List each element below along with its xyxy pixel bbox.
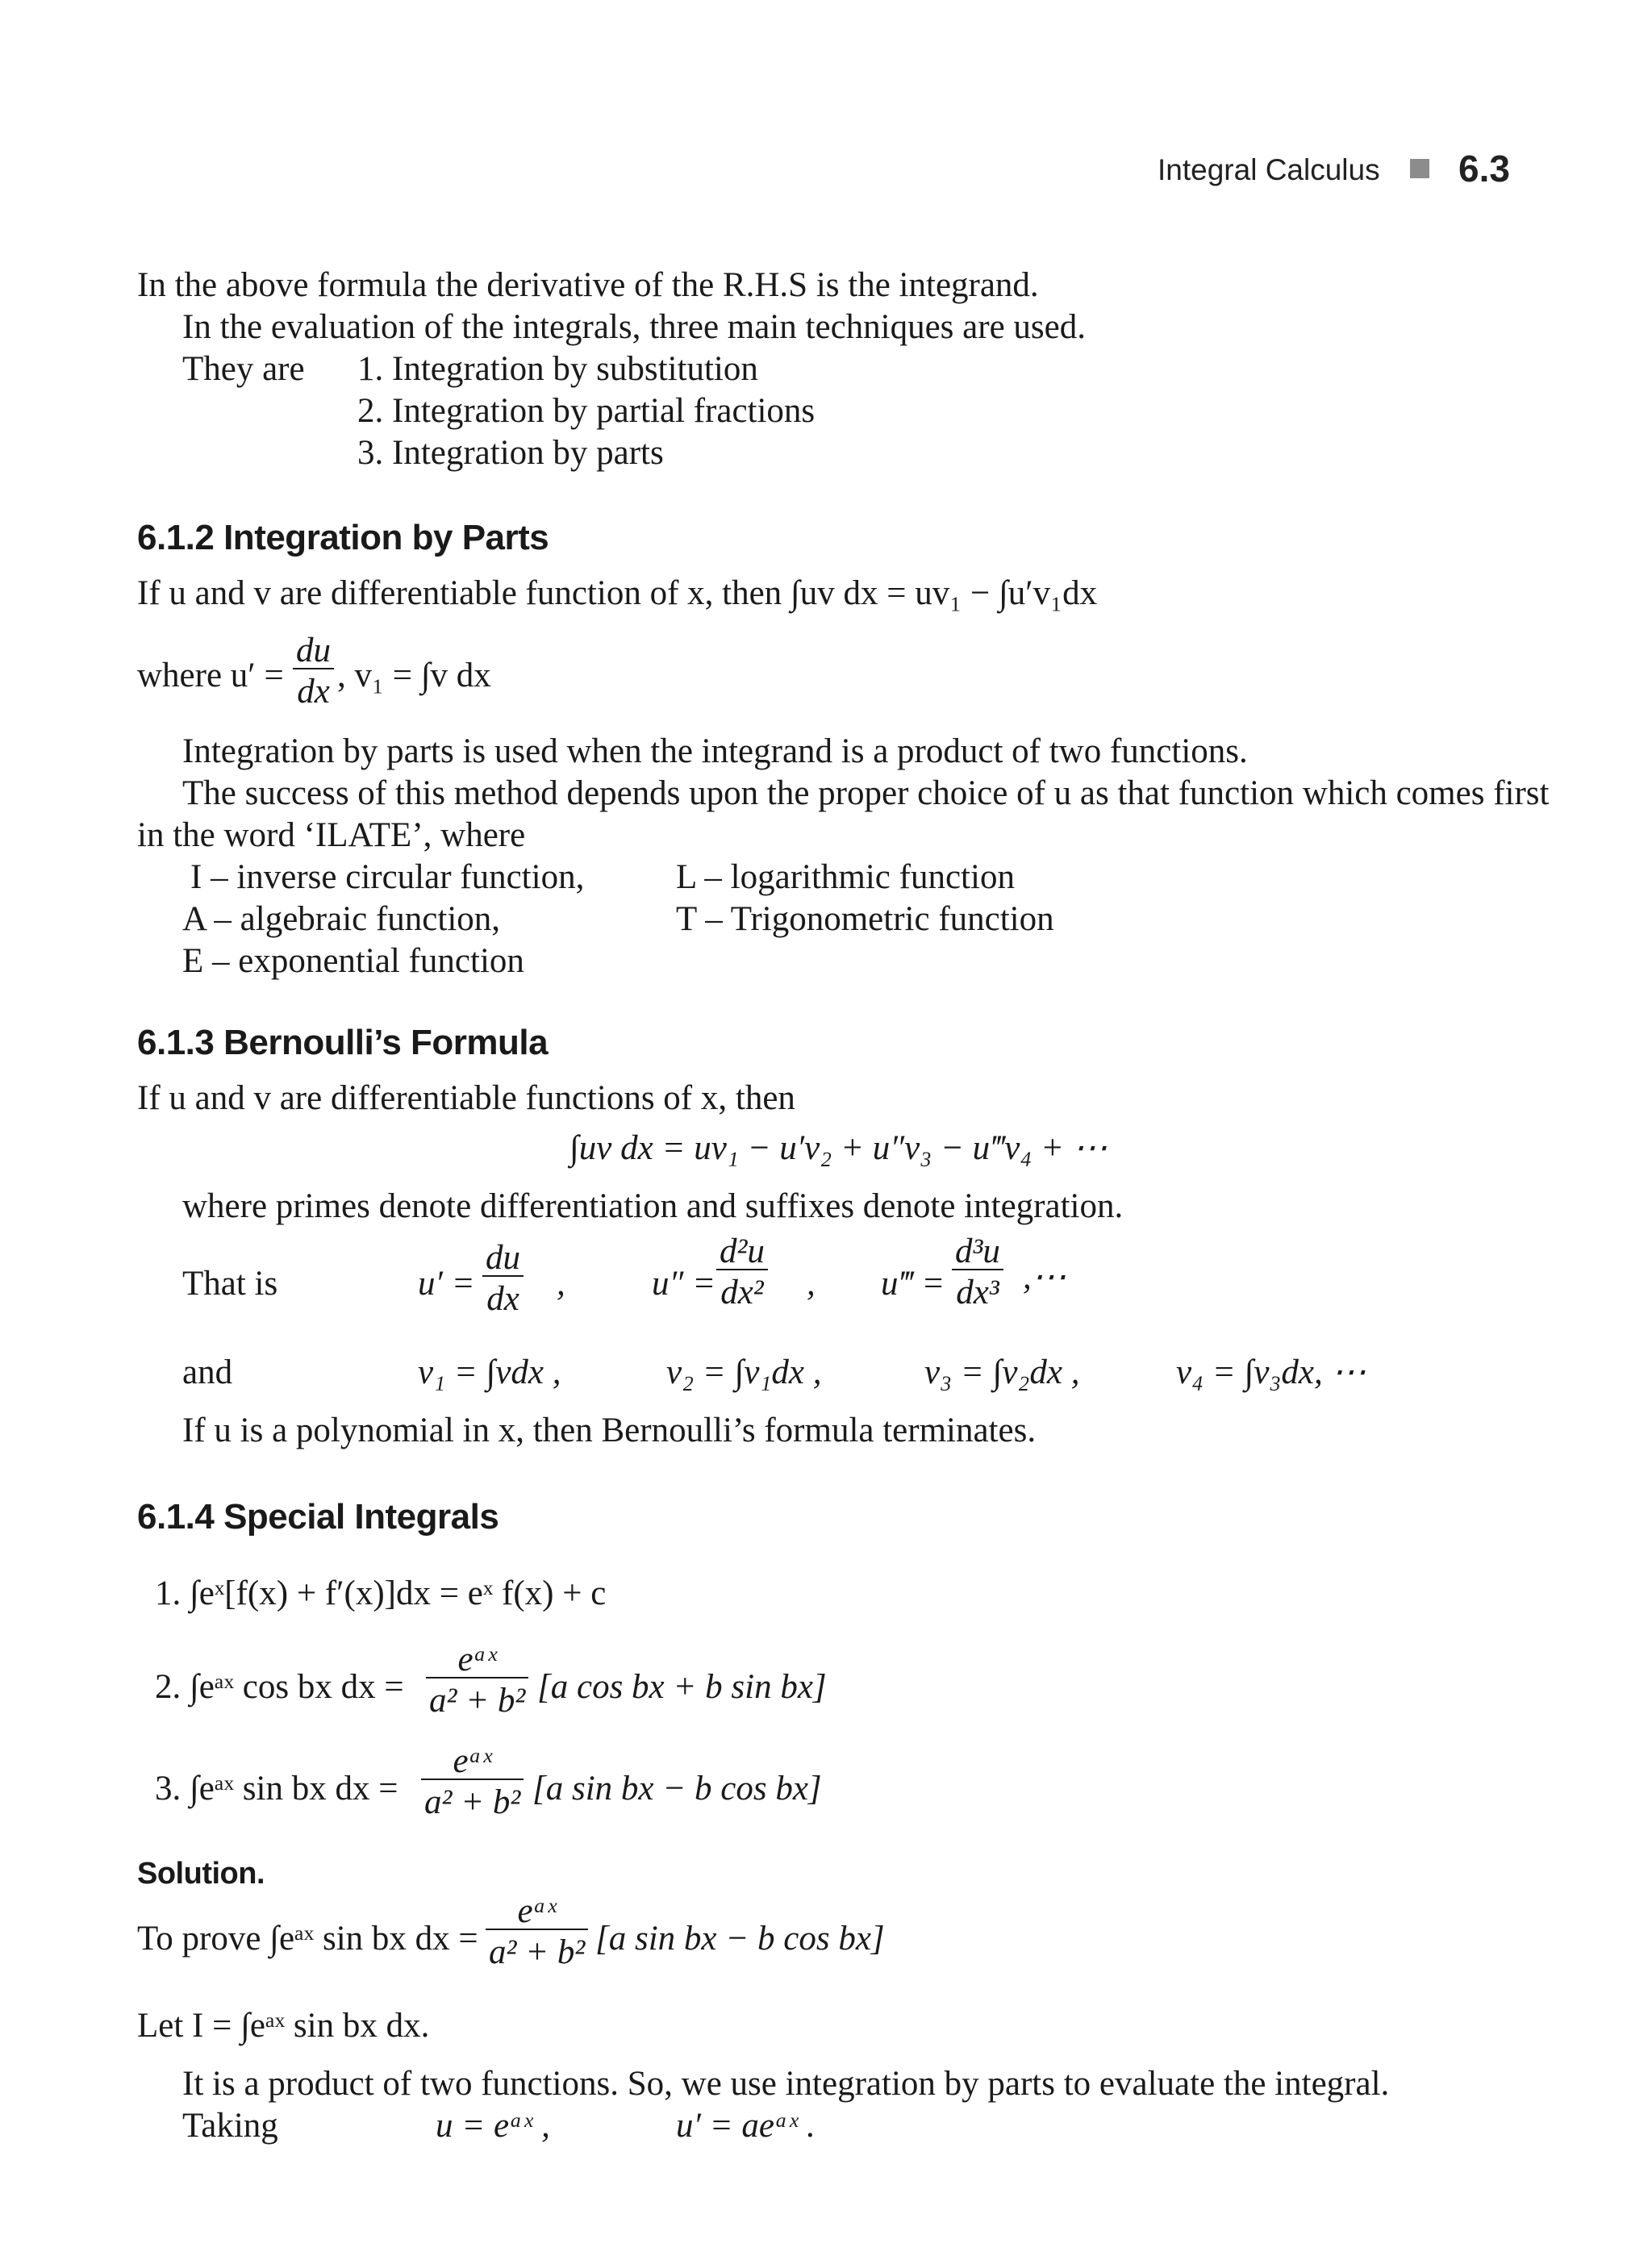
fraction-numerator: du [296,632,331,669]
to-prove-rhs: [a sin bx − b cos bx] [595,1920,885,1958]
special-integral-3-num: eᵃˣ [453,1742,492,1780]
v1-integral: v₁ = ∫vdx , [418,1353,561,1391]
intro-line-2: In the evaluation of the integrals, three main techniques are used. [182,308,1086,346]
deriv-2-fraction [716,1234,768,1310]
deriv-1-num: du [486,1239,520,1277]
special-integral-2-den: a² + b² [426,1677,528,1718]
solution-label: Solution. [137,1857,265,1891]
intro-line-1: In the above formula the derivative of the R.H.S is the integrand. [137,266,1039,304]
special-integral-3-rhs: [a sin bx − b cos bx] [532,1770,822,1808]
section-heading-6-1-3: 6.1.3 Bernoulli’s Formula [137,1023,549,1062]
deriv-3-num: d³u [955,1232,1000,1270]
taking-du: u′ = aeᵃˣ . [676,2107,816,2145]
deriv-3-lhs: u‴ = [881,1265,945,1303]
du-dx-fraction [293,633,334,709]
v3-integral: v₃ = ∫v₂dx , [924,1353,1080,1391]
deriv-1-tail: , [557,1265,565,1303]
where-suffix: , v₁ = ∫v dx [337,657,491,694]
special-integral-2-rhs: [a cos bx + b sin bx] [537,1668,827,1706]
ilate-item-i: I – inverse circular function, [190,858,585,896]
bernoulli-formula: ∫uv dx = uv₁ − u′v₂ + u″v₃ − u‴v₄ + ⋯ [569,1129,1108,1167]
technique-2: 2. Integration by partial fractions [357,392,816,430]
to-prove-fraction [486,1894,588,1970]
that-is-label: That is [182,1265,278,1303]
special-integral-3-lhs: 3. ∫eᵃˣ sin bx dx = [155,1770,398,1808]
where-prefix: where u′ = [137,657,284,694]
bernoulli-line-2: where primes denote differentiation and suffixes denote integration. [182,1187,1124,1225]
special-integral-2-fraction [426,1642,528,1718]
deriv-3-tail: ,⋯ [1023,1258,1066,1296]
deriv-3-den: dx³ [952,1269,1003,1310]
ibp-paragraph-1: Integration by parts is used when the integrand is a product of two functions. [182,732,1248,770]
to-prove-lhs: To prove ∫eᵃˣ sin bx dx = [137,1920,478,1958]
special-integral-2-num: eᵃˣ [457,1641,497,1678]
running-title: Integral Calculus [1158,153,1380,186]
section-heading-6-1-2: 6.1.2 Integration by Parts [137,518,549,557]
bernoulli-line-1: If u and v are differentiable functions of x, then [137,1079,795,1117]
deriv-2-den: dx² [716,1269,768,1310]
v2-integral: v₂ = ∫v₁dx , [666,1353,822,1391]
deriv-3-fraction [952,1234,1003,1310]
bernoulli-line-3: If u is a polynomial in x, then Bernoulli’s formula terminates. [182,1412,1037,1449]
let-line: Let I = ∫eᵃˣ sin bx dx. [137,2007,430,2045]
deriv-1-lhs: u′ = [418,1265,475,1303]
deriv-2-tail: , [807,1265,816,1303]
page-number: 6.3 [1458,148,1510,190]
ibp-paragraph-3: in the word ‘ILATE’, where [137,816,526,854]
special-integral-3-den: a² + b² [421,1779,524,1820]
to-prove-num: eᵃˣ [517,1892,557,1930]
ilate-item-t: T – Trigonometric function [676,900,1054,938]
fraction-denominator: dx [293,668,334,709]
section-heading-6-1-4: 6.1.4 Special Integrals [137,1497,499,1537]
ilate-item-e: E – exponential function [182,942,524,980]
deriv-2-lhs: u″ = [652,1265,716,1303]
deriv-1-den: dx [482,1275,524,1316]
ibp-formula-line: If u and v are differentiable function of x, then ∫uv dx = uv₁ − ∫u′v₁dx [137,574,1098,612]
header-square-icon [1410,159,1429,178]
ilate-item-l: L – logarithmic function [676,858,1015,896]
product-line: It is a product of two functions. So, we use integration by parts to evaluate the integral. [182,2065,1390,2103]
v4-integral: v₄ = ∫v₃dx, ⋯ [1176,1353,1366,1391]
ilate-item-a: A – algebraic function, [182,900,501,938]
taking-label: Taking [182,2107,278,2145]
deriv-1-fraction [482,1241,524,1316]
and-label: and [182,1353,233,1391]
technique-1: 1. Integration by substitution [357,350,758,388]
technique-3: 3. Integration by parts [357,434,664,472]
to-prove-den: a² + b² [486,1929,588,1970]
they-are-label: They are [182,350,305,388]
special-integral-3-fraction [421,1744,524,1820]
special-integral-1: 1. ∫eˣ[f(x) + f′(x)]dx = eˣ f(x) + c [155,1574,607,1612]
ibp-paragraph-2: The success of this method depends upon the proper choice of u as that function which comes first [182,774,1550,812]
taking-u: u = eᵃˣ , [436,2107,550,2145]
deriv-2-num: d²u [720,1232,765,1270]
special-integral-2-lhs: 2. ∫eᵃˣ cos bx dx = [155,1668,404,1706]
